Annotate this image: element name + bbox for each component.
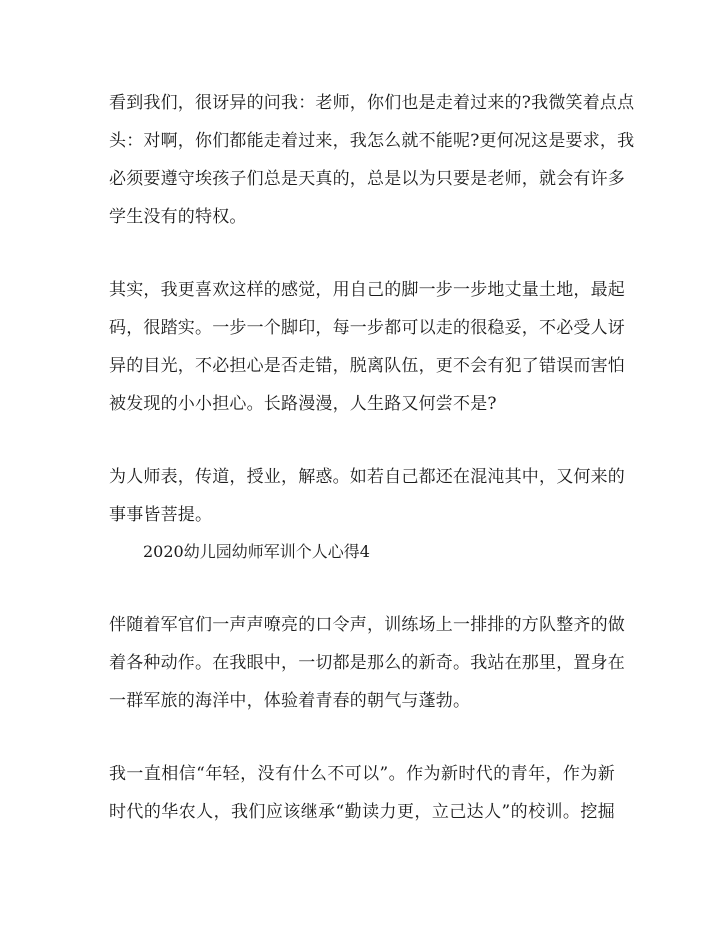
paragraph-5-line-1: 我一直相信“年轻，没有什么不可以”。作为新时代的青年，作为新 bbox=[109, 764, 615, 784]
paragraph-2-line-3: 异的目光，不必担心是否走错，脱离队伍，更不会有犯了错误而害怕 bbox=[109, 356, 625, 376]
paragraph-1-line-1: 看到我们，很讶异的问我：老师，你们也是走着过来的?我微笑着点点 bbox=[109, 93, 635, 113]
paragraph-1-line-3: 必须要遵守埃孩子们总是天真的，总是以为只要是老师，就会有许多 bbox=[109, 169, 625, 189]
paragraph-2-line-1: 其实，我更喜欢这样的感觉，用自己的脚一步一步地丈量土地，最起 bbox=[109, 280, 625, 300]
paragraph-2-line-2: 码，很踏实。一步一个脚印，每一步都可以走的很稳妥，不必受人讶 bbox=[109, 318, 625, 338]
paragraph-3-line-2: 事事皆菩提。 bbox=[109, 505, 213, 525]
paragraph-4-line-1: 伴随着军官们一声声嘹亮的口令声，训练场上一排排的方队整齐的做 bbox=[109, 615, 625, 635]
paragraph-4-line-3: 一群军旅的海洋中，体验着青春的朝气与蓬勃。 bbox=[109, 691, 471, 711]
paragraph-1-line-2: 头：对啊，你们都能走着过来，我怎么就不能呢?更何况这是要求，我 bbox=[109, 131, 635, 151]
paragraph-5-line-2: 时代的华农人，我们应该继承“勤读力更，立己达人”的校训。挖掘 bbox=[109, 802, 615, 822]
section-heading: 2020幼儿园幼师军训个人心得4 bbox=[143, 542, 370, 561]
paragraph-2-line-4: 被发现的小小担心。长路漫漫，人生路又何尝不是? bbox=[109, 394, 497, 414]
paragraph-3-line-1: 为人师表，传道，授业，解惑。如若自己都还在混沌其中，又何来的 bbox=[109, 467, 625, 487]
paragraph-1-line-4: 学生没有的特权。 bbox=[109, 207, 247, 227]
paragraph-4-line-2: 着各种动作。在我眼中，一切都是那么的新奇。我站在那里，置身在 bbox=[109, 653, 625, 673]
